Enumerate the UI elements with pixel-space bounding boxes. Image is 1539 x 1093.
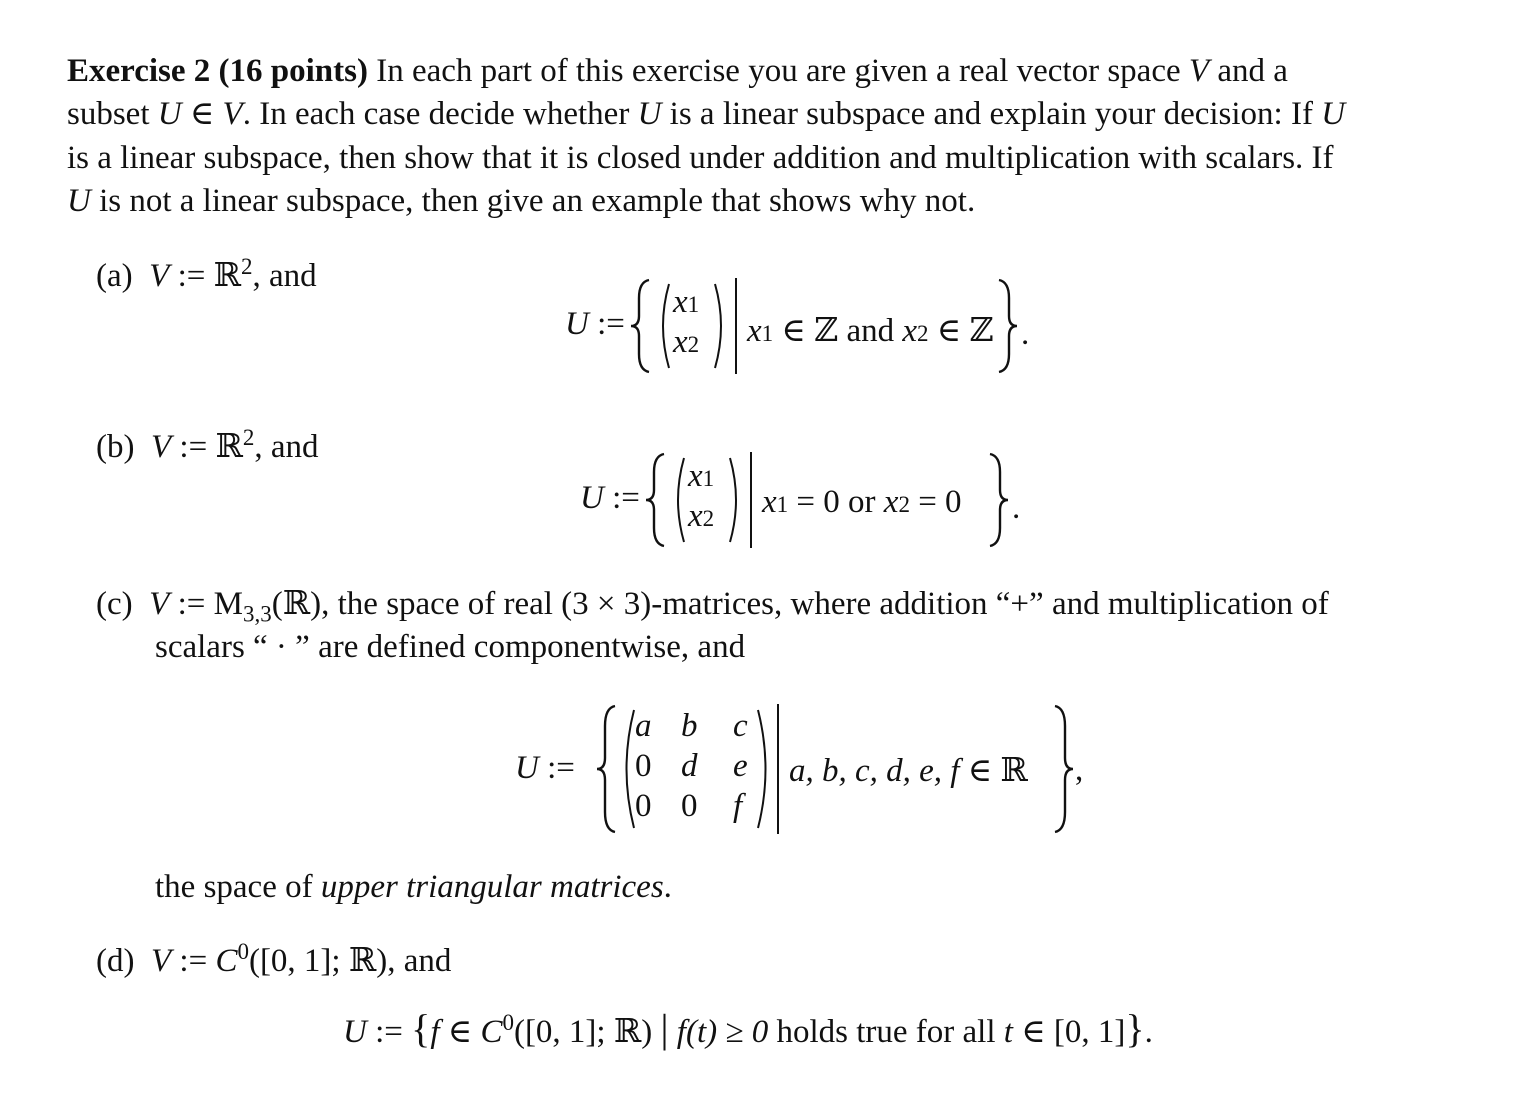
part-c-line-1: (c) V := $M_{3,3}(ℝ)$, the space of real (3 × 3)-matrices, where addition “+” and multiplication of — [96, 586, 1329, 627]
part-c-label: (c) — [96, 586, 133, 622]
part-c-line-2: scalars “ · ” are defined componentwise, and — [155, 629, 746, 665]
exercise-title: Exercise 2 (16 points) — [67, 53, 368, 89]
intro-line-3: is a linear subspace, then show that it is closed under addition and multiplication with scalars. If — [67, 140, 1334, 176]
set-bar — [748, 452, 754, 548]
right-brace — [993, 276, 1023, 376]
part-d-set-definition: U := {f ∈ $C^0([0$, 1]; ℝ) | f(t) ≥ 0 holds true for all t ∈ [0, 1]}. — [343, 1006, 1153, 1051]
part-b-set-definition: U := x1 x2 x1 = 0 or x2 = 0 . — [580, 450, 1040, 560]
left-paren — [670, 456, 688, 544]
set-bar — [733, 278, 739, 374]
left-brace — [627, 276, 657, 376]
part-d-label: (d) — [96, 943, 135, 979]
part-d-header: (d) V := $C^0([0$, 1]; ℝ), and — [96, 939, 452, 979]
intro-line-1: Exercise 2 (16 points) In each part of this exercise you are given a real vector space V and a — [67, 53, 1288, 89]
part-a-set-definition: U := x1 x2 x1 ∈ ℤ and x2 ∈ ℤ . — [565, 276, 1065, 386]
part-b-label: (b) — [96, 429, 135, 465]
set-bar — [775, 704, 781, 834]
part-a-label: (a) — [96, 258, 133, 294]
right-brace — [984, 450, 1014, 550]
left-brace — [642, 450, 672, 550]
intro-line-4: U is not a linear subspace, then give an example that shows why not. — [67, 183, 976, 219]
part-c-set-definition: U := a b c 0 d e 0 0 f a, b, c, d, e, f ∈ ℝ , — [515, 702, 1115, 842]
right-paren — [726, 456, 744, 544]
part-c-after: the space of upper triangular matrices. — [155, 869, 672, 905]
part-a-header: (a) V := ℝ$^2$, and — [96, 254, 317, 294]
left-paren — [655, 282, 673, 370]
right-paren — [711, 282, 729, 370]
intro-line-2: subset U ∈ V. In each case decide whether U is a linear subspace and explain your decision: If U — [67, 96, 1346, 132]
part-b-header: (b) V := ℝ$^2$, and — [96, 425, 319, 465]
matrix-right-paren — [755, 708, 773, 830]
